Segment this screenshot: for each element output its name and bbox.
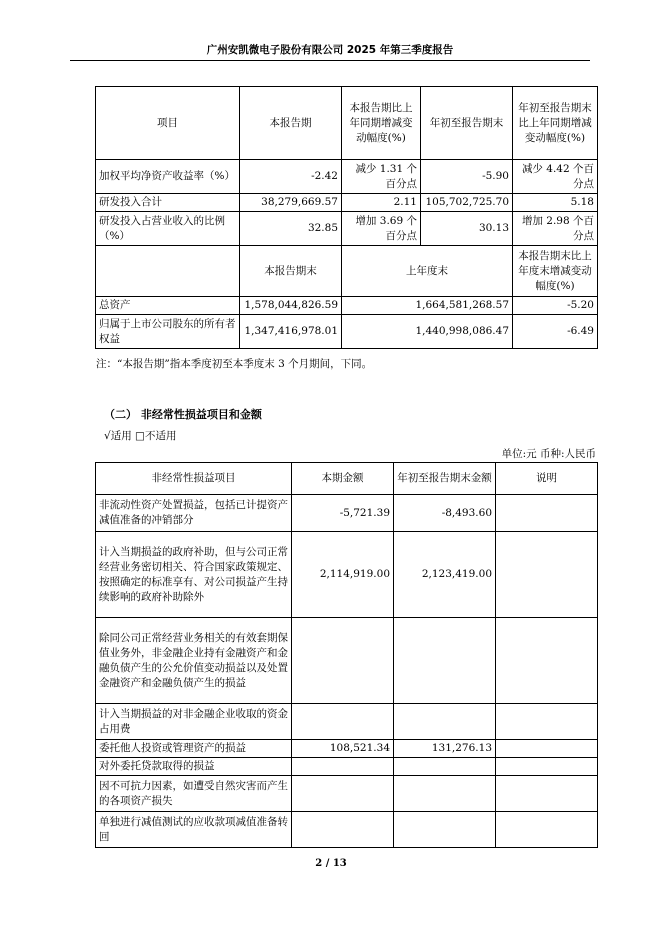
row-current: 108,521.34	[292, 740, 394, 758]
row-current: -5,721.39	[292, 495, 394, 532]
header-item: 项目	[96, 87, 240, 160]
row-item: 计入当期损益的对非金融企业收取的资金占用费	[96, 704, 292, 740]
row-current: 38,279,669.57	[240, 194, 342, 212]
row-current	[292, 812, 394, 848]
header-ytd: 年初至报告期末	[421, 87, 513, 160]
row-ytd	[394, 758, 496, 776]
page-header: 广州安凯微电子股份有限公司 2025 年第三季度报告	[206, 44, 454, 56]
table-subheader-row	[96, 246, 598, 297]
row-item: 除同公司正常经营业务相关的有效套期保值业务外，非金融企业持有金融资产和金融负债产生的公允价值变动损益以及处置金融资产和金融负债产生的损益	[96, 618, 292, 704]
row-current: 32.85	[240, 212, 342, 246]
table-row	[96, 297, 598, 315]
table-row	[96, 740, 598, 758]
row-period-end: 1,578,044,826.59	[240, 297, 342, 315]
header-note: 说明	[496, 463, 598, 495]
row-ytd-change: 增加 2.98 个百分点	[513, 212, 598, 246]
page-number: 2 / 13	[315, 858, 347, 869]
row-note	[496, 776, 598, 812]
table-header-row	[96, 463, 598, 495]
row-ytd-change: 5.18	[513, 194, 598, 212]
header-current: 本报告期	[240, 87, 342, 160]
table-row	[96, 194, 598, 212]
row-current-change: 2.11	[342, 194, 421, 212]
header-current: 本期金额	[292, 463, 394, 495]
header-ytd-change: 年初至报告期末比上年同期增减变动幅度(%)	[513, 87, 598, 160]
footnote: 注：“本报告期”指本季度初至本季度末 3 个月期间，下同。	[96, 358, 373, 370]
section-title: （二） 非经常性损益项目和金额	[104, 408, 262, 421]
row-item: 研发投入合计	[96, 194, 240, 212]
row-ytd: 30.13	[421, 212, 513, 246]
row-note	[496, 758, 598, 776]
row-ytd	[394, 618, 496, 704]
header-change: 本报告期末比上年度末增减变动幅度(%)	[513, 246, 598, 297]
row-change: -5.20	[513, 297, 598, 315]
row-note	[496, 618, 598, 704]
row-last-year-end: 1,440,998,086.47	[342, 315, 513, 349]
row-ytd-change: 减少 4.42 个百分点	[513, 160, 598, 194]
row-change: -6.49	[513, 315, 598, 349]
key-financial-indicators-table	[95, 86, 598, 349]
row-current	[292, 776, 394, 812]
table-header-row	[96, 87, 598, 160]
row-ytd	[394, 812, 496, 848]
row-item: 总资产	[96, 297, 240, 315]
row-item: 对外委托贷款取得的损益	[96, 758, 292, 776]
row-current-change: 减少 1.31 个百分点	[342, 160, 421, 194]
table-row	[96, 212, 598, 246]
row-current	[292, 618, 394, 704]
table-row	[96, 495, 598, 532]
row-ytd	[394, 776, 496, 812]
row-ytd: 105,702,725.70	[421, 194, 513, 212]
row-note	[496, 704, 598, 740]
currency-unit: 单位:元 币种:人民币	[501, 448, 596, 460]
row-item: 归属于上市公司股东的所有者权益	[96, 315, 240, 349]
row-item: 加权平均净资产收益率（%）	[96, 160, 240, 194]
row-current: -2.42	[240, 160, 342, 194]
table-row	[96, 812, 598, 848]
row-item: 委托他人投资或管理资产的损益	[96, 740, 292, 758]
row-note	[496, 532, 598, 618]
header-last-year-end: 上年度末	[342, 246, 513, 297]
row-last-year-end: 1,664,581,268.57	[342, 297, 513, 315]
row-item: 研发投入占营业收入的比例（%）	[96, 212, 240, 246]
table-row	[96, 618, 598, 704]
header-current-change: 本报告期比上年同期增减变动幅度(%)	[342, 87, 421, 160]
row-item: 因不可抗力因素，如遭受自然灾害而产生的各项资产损失	[96, 776, 292, 812]
row-note	[496, 812, 598, 848]
row-ytd: 131,276.13	[394, 740, 496, 758]
empty-cell	[96, 246, 240, 297]
row-ytd	[394, 704, 496, 740]
row-current-change: 增加 3.69 个百分点	[342, 212, 421, 246]
table-row	[96, 704, 598, 740]
row-ytd: -8,493.60	[394, 495, 496, 532]
table-row	[96, 532, 598, 618]
row-item: 非流动性资产处置损益，包括已计提资产减值准备的冲销部分	[96, 495, 292, 532]
table-row	[96, 160, 598, 194]
row-current: 2,114,919.00	[292, 532, 394, 618]
table-row	[96, 758, 598, 776]
row-item: 单独进行减值测试的应收款项减值准备转回	[96, 812, 292, 848]
table-row	[96, 315, 598, 349]
header-divider	[70, 60, 590, 61]
row-note	[496, 740, 598, 758]
row-note	[496, 495, 598, 532]
row-period-end: 1,347,416,978.01	[240, 315, 342, 349]
table-row	[96, 776, 598, 812]
row-item: 计入当期损益的政府补助，但与公司正常经营业务密切相关、符合国家政策规定、按照确定的标准享有、对公司损益产生持续影响的政府补助除外	[96, 532, 292, 618]
row-current	[292, 758, 394, 776]
applicability-options: √适用 □不适用	[104, 430, 177, 442]
header-period-end: 本报告期末	[240, 246, 342, 297]
row-ytd: -5.90	[421, 160, 513, 194]
header-ytd: 年初至报告期末金额	[394, 463, 496, 495]
header-item: 非经常性损益项目	[96, 463, 292, 495]
row-current	[292, 704, 394, 740]
non-recurring-items-table	[95, 462, 598, 848]
row-ytd: 2,123,419.00	[394, 532, 496, 618]
